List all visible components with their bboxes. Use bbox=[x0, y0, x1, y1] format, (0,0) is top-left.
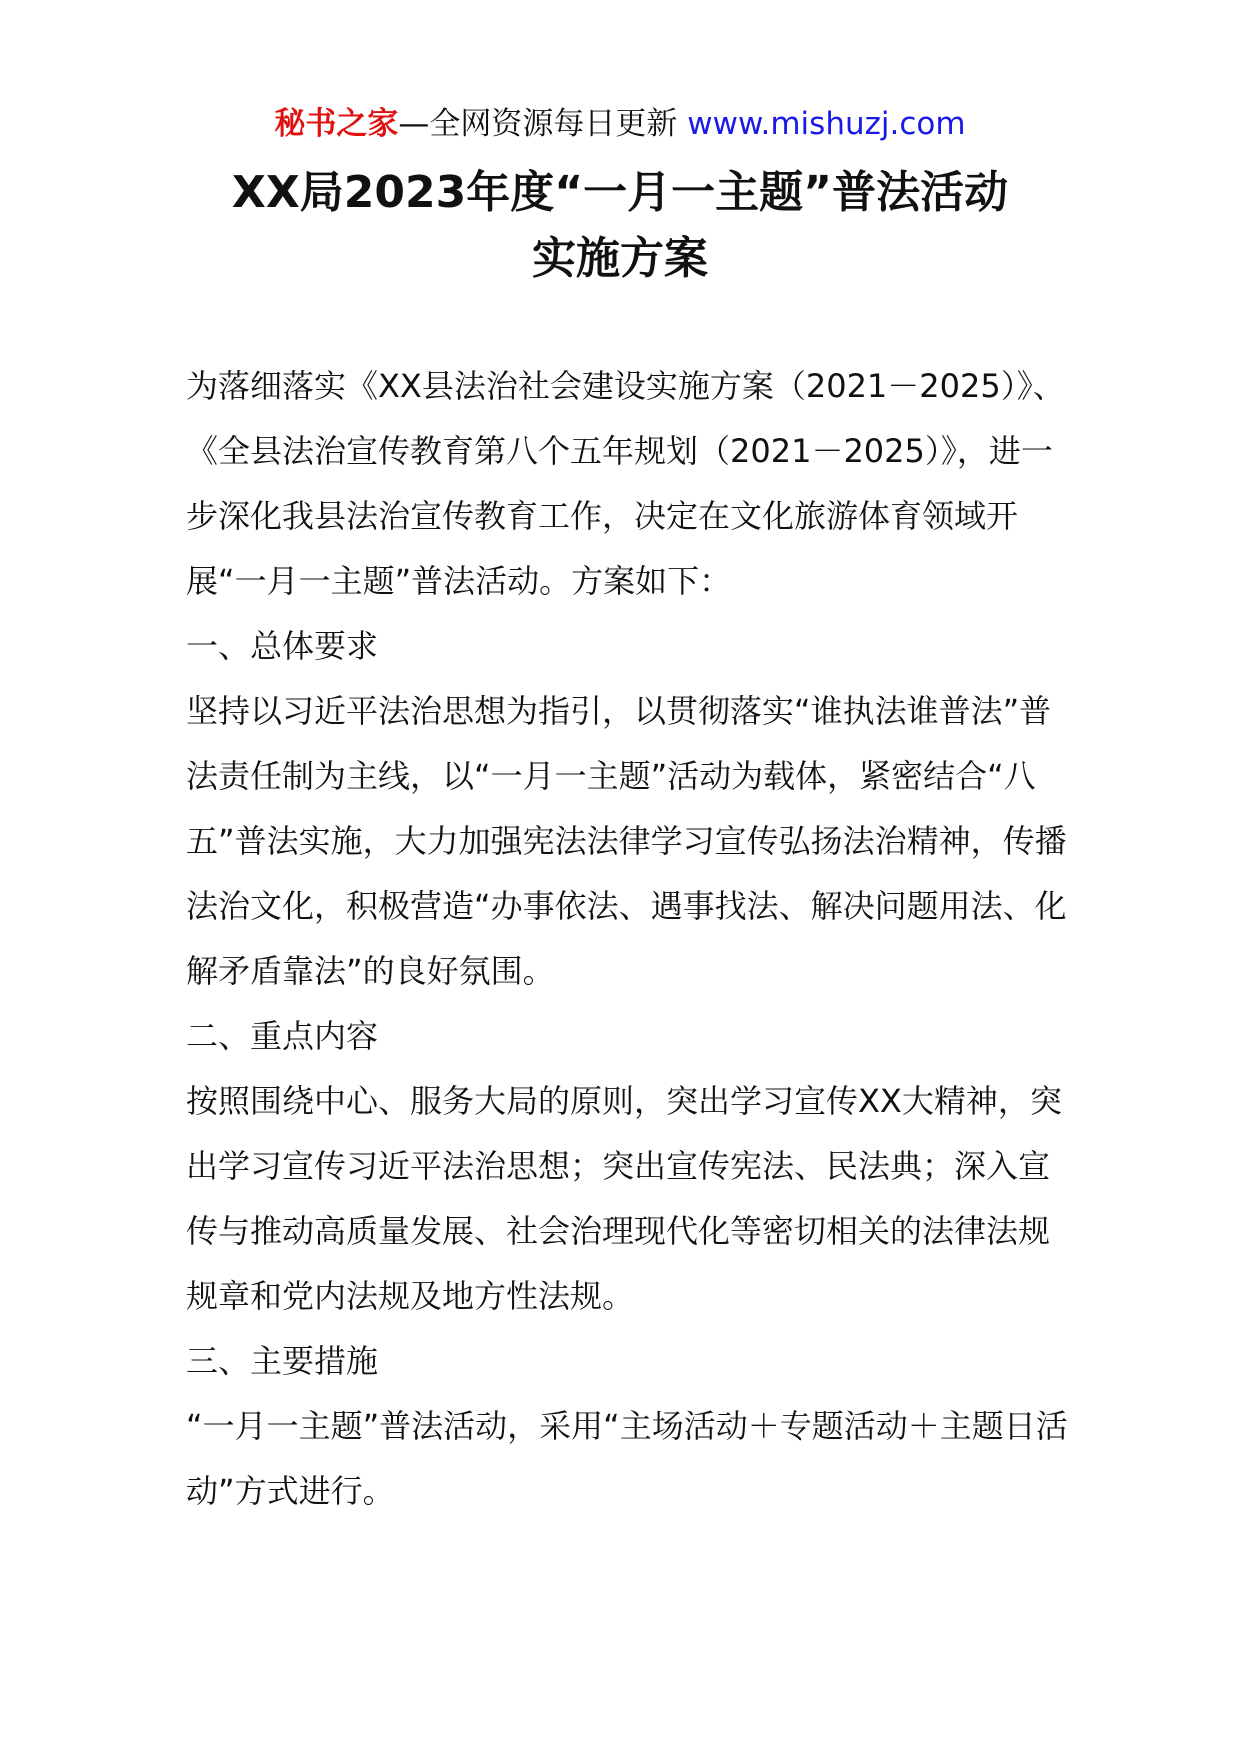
site-url[interactable]: www.mishuzj.com bbox=[687, 106, 966, 142]
brand-name: 秘书之家 bbox=[274, 106, 399, 142]
section-text-general-requirements: 坚持以习近平法治思想为指引，以贯彻落实“谁执法谁普法”普法责任制为主线，以“一月一主题”活动为载体，紧密结合“八五”普法实施，大力加强宪法法律学习宣传弘扬法治精神，传播法治文化，积极营造“办事依法、遇事找法、解决问题用法、化解矛盾靠法”的良好氛围。 bbox=[186, 692, 1067, 990]
intro-paragraph: 为落细落实《XX县法治社会建设实施方案（2021－2025）》、《全县法治宣传教育第八个五年规划（2021－2025）》，进一步深化我县法治宣传教育工作，决定在文化旅游体育领域开展“一月一主题”普法活动。方案如下： bbox=[186, 367, 1065, 600]
brand-tagline: —全网资源每日更新 bbox=[398, 106, 678, 142]
site-header bbox=[0, 100, 1240, 148]
section-heading-main-measures: 三、主要措施 bbox=[186, 1342, 379, 1380]
section-text-key-content: 按照围绕中心、服务大局的原则，突出学习宣传XX大精神，突出学习宣传习近平法治思想；突出宣传宪法、民法典；深入宣传与推动高质量发展、社会治理现代化等密切相关的法律法规规章和党内法规及地方性法规。 bbox=[186, 1082, 1062, 1315]
section-heading-general-requirements: 一、总体要求 bbox=[186, 627, 379, 665]
title-line-1: XX局2023年度“一月一主题”普法活动 bbox=[231, 167, 1009, 218]
section-heading-key-content: 二、重点内容 bbox=[186, 1017, 379, 1055]
document-title bbox=[0, 160, 1240, 292]
document-body bbox=[186, 354, 1071, 1524]
title-line-2: 实施方案 bbox=[532, 233, 708, 284]
section-text-main-measures: “一月一主题”普法活动，采用“主场活动＋专题活动＋主题日活动”方式进行。 bbox=[186, 1407, 1068, 1510]
